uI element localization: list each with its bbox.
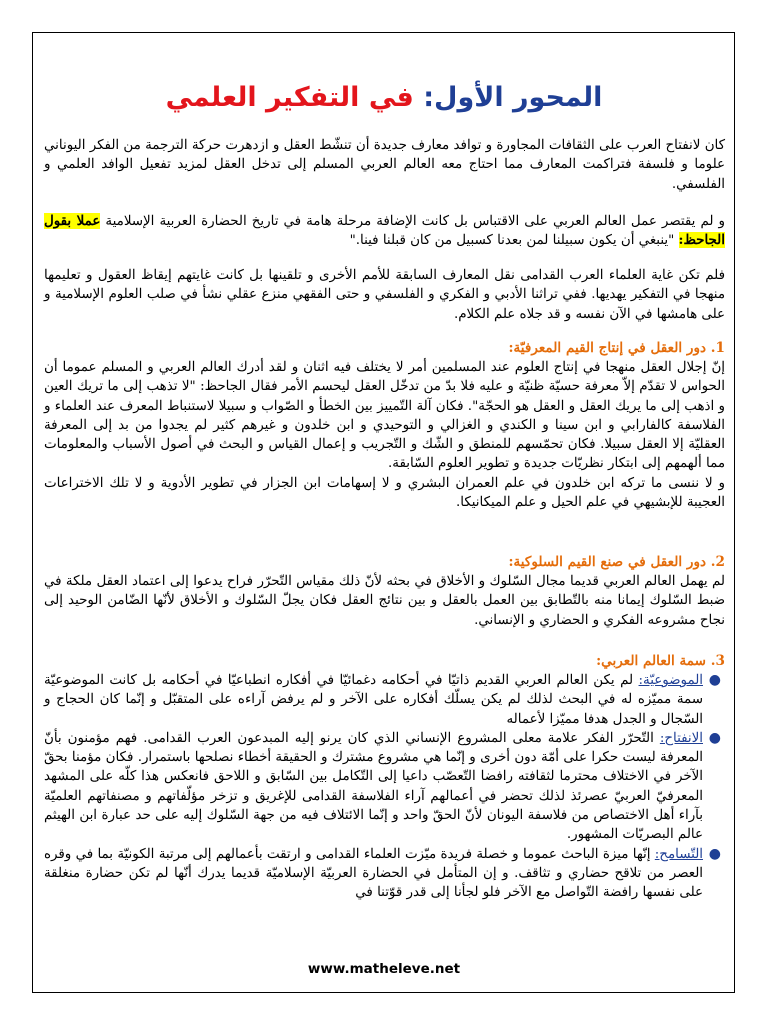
section-1-body: [44, 358, 725, 512]
item-text: إنّها ميزة الباحث عموما و خصلة فريدة ميّزت العلماء القدامى و ارتقت بأعمالهم إلى مرتبة الكونيّة بما في وقره العصر من تلاقح حضاري و تثاقف. و إن المتأمل في الحضارة العربيّة الإسلاميّة قديما يدرك أنّها لم تكن حضارة منغلقة على نفسها رافضة التّواصل مع الآخر فلو لجأنا إلى قدر قوّتنا في: [44, 846, 703, 901]
title-part-2: في التفكير العلمي: [165, 82, 414, 113]
term-tolerance: التّسامح:: [654, 846, 703, 862]
item-text: لم يكن العالم العربي القديم ذاتيّا في أحكامه دغمائيّا في أفكاره انطباعيّا في أحكامه بل كانت الموضوعيّة سمة مميّزه له في البحث لذلك لم يكن يسلّك أفكاره على الآخر و لم يرفض آراءه على المتقبّل و إنّما كان الحجاج و السّجال و الجدل هدفا مميّزا لأعماله: [44, 673, 703, 727]
list-item: [44, 845, 721, 903]
bullet-icon: ●: [708, 672, 721, 688]
bullet-icon: ●: [708, 845, 721, 862]
list-item: [44, 671, 721, 729]
list-item: [44, 729, 721, 845]
bullet-icon: ●: [708, 729, 721, 746]
item-text: التّحرّر الفكر علامة معلى المشروع الإنساني الذي كان يرنو إليه المبدعون العرب القدامى. فهم مؤمنون بأنّ المعرفة ليست حكرا على أمّة دون أخرى و إنّما هي مشروع مشترك و الحقيقة أخطاء نصلحها باستمرار. فكان مؤمنا بحقّ الآخر في الاختلاف محترما لثقافته رافضا التّعصّب داعيا إلى التّكامل بين السّابق و اللاحق فانعكس هذا كلّه على المشهد المعرفيّ العربيّ عصرئذ لذلك تحضر في أعمالهم آراء الفلاسفة القدامى للإغريق و تزخر مؤلّفاتهم و مصنفاتهم العلميّة بآراء أهل الاختصاص من فلاسفة اليونان لأنّ الحقّ واحد و إنّما الائتلاف فيه من جهة السّلوك إليه على حد عبارة ابن الهيثم عالم البصريّات المشهور.: [44, 730, 703, 843]
section-1-text-2: و لا ننسى ما تركه ابن خلدون في علم العمران البشري و لا إسهامات ابن الجزار في تطوير الأدوية و لا تلك الاختراعات العجيبة للإبشيهي في علم الحيل و علم الميكانيكا.: [44, 475, 725, 511]
term-objectivity: الموضوعيّة:: [638, 673, 703, 688]
section-2-heading: 2. دور العقل في صنع القيم السلوكية:: [508, 554, 725, 570]
section-3-list: [44, 671, 721, 903]
section-3-heading: 3. سمة العالم العربي:: [596, 653, 725, 669]
intro-paragraph-1: [44, 136, 725, 194]
term-openness: الانفتاح:: [659, 730, 703, 746]
section-2-body: [44, 572, 725, 630]
jahiz-quote: "ينبغي أن يكون سبيلنا لمن بعدنا كسبيل من كان قبلنا فينا.": [349, 233, 675, 249]
section-2-text: لم يهمل العالم العربي قديما مجال السّلوك و الأخلاق في بحثه لأنّ ذلك مقياس التّحرّر فراح يدعوا إلى اعتماد العقل ملكة في ضبط السّلوك إيمانا منه بالتّطابق بين العمل بالعقل و بين نتائج العقل فكان يجلّ السّلوك و الأخلاق لأنّها الضّامن الوحيد إلى نجاح مشروعه الفكري و الحضاري و الإنساني.: [44, 574, 725, 628]
intro-paragraph-3: [44, 266, 725, 324]
page-title: [44, 80, 724, 116]
intro-paragraph-2: [44, 212, 725, 251]
section-1-heading: 1. دور العقل في إنتاج القيم المعرفيّة:: [508, 340, 725, 356]
intro-text-1: كان لانفتاح العرب على الثقافات المجاورة و توافد معارف جديدة أن تنشّط العقل و ازدهرت حركة الترجمة من الفكر اليوناني علوما و فلسفة فتراكمت المعارف مما احتاج معه العالم العربي المسلم إلى تدخل العقل لمزيد تفعيل الوافد العلمي و الفلسفي.: [44, 138, 725, 192]
section-1-text: إنّ إجلال العقل منهجا في إنتاج العلوم عند المسلمين أمر لا يختلف فيه اثنان و لقد أدرك العالم العربي و المسلم عموما أن الحواس لا تقدّم إلاّ معرفة حسيّة ظنيّة و عليه فلا بدّ من تدخّل العقل ليحسم الأمر فقال الجاحظ: "لا تذهب إلى ما تريك العين و اذهب إلى ما يريك العقل و العقل هو الحجّة". فكان آلة التّمييز بين الخطأ و الصّواب و سبيلا لاستنباط المعرف عند العلماء و الفلاسفة كالفارابي و ابن سينا و الكندي و الغزالي و التوحيدي و ابن خلدون و غيرهم كثير لم يجدوا من بد إلى المعرفة العقليّة إلا العقل سبيلا. فكان تحمّسهم للمنطق و الشّك و التّجريب و إعمال القياس و البحث في أصول الأسباب والمعلومات مما ألهمهم إلى ابتكار نظريّات جديدة و تطوير العلوم السّابقة.: [44, 360, 725, 472]
intro-text-3: فلم تكن غاية العلماء العرب القدامى نقل المعارف السابقة للأمم الأخرى و تلقينها بل كانت غايتهم إيقاظ العقول و تعليمها منهجا في التفكير يهديها. ففي تراثنا الأدبي و الفكري و الفلسفي و حتى الفقهي منزع عقلي نشأ في صلب العلوم الإسلامية و على هامشها في الآن نفسه و قد جلاه علم الكلام.: [44, 268, 725, 322]
title-part-1: المحور الأول:: [423, 82, 603, 113]
intro-text-2: [44, 212, 725, 251]
intro-text-2a: و لم يقتصر عمل العالم العربي على الاقتباس بل كانت الإضافة مرحلة هامة في تاريخ الحضارة العربية الإسلامية: [105, 214, 725, 229]
jahiz-highlight: عملا بقول الجاحظ:: [44, 213, 725, 249]
footer-url: www.matheleve.net: [307, 961, 461, 977]
